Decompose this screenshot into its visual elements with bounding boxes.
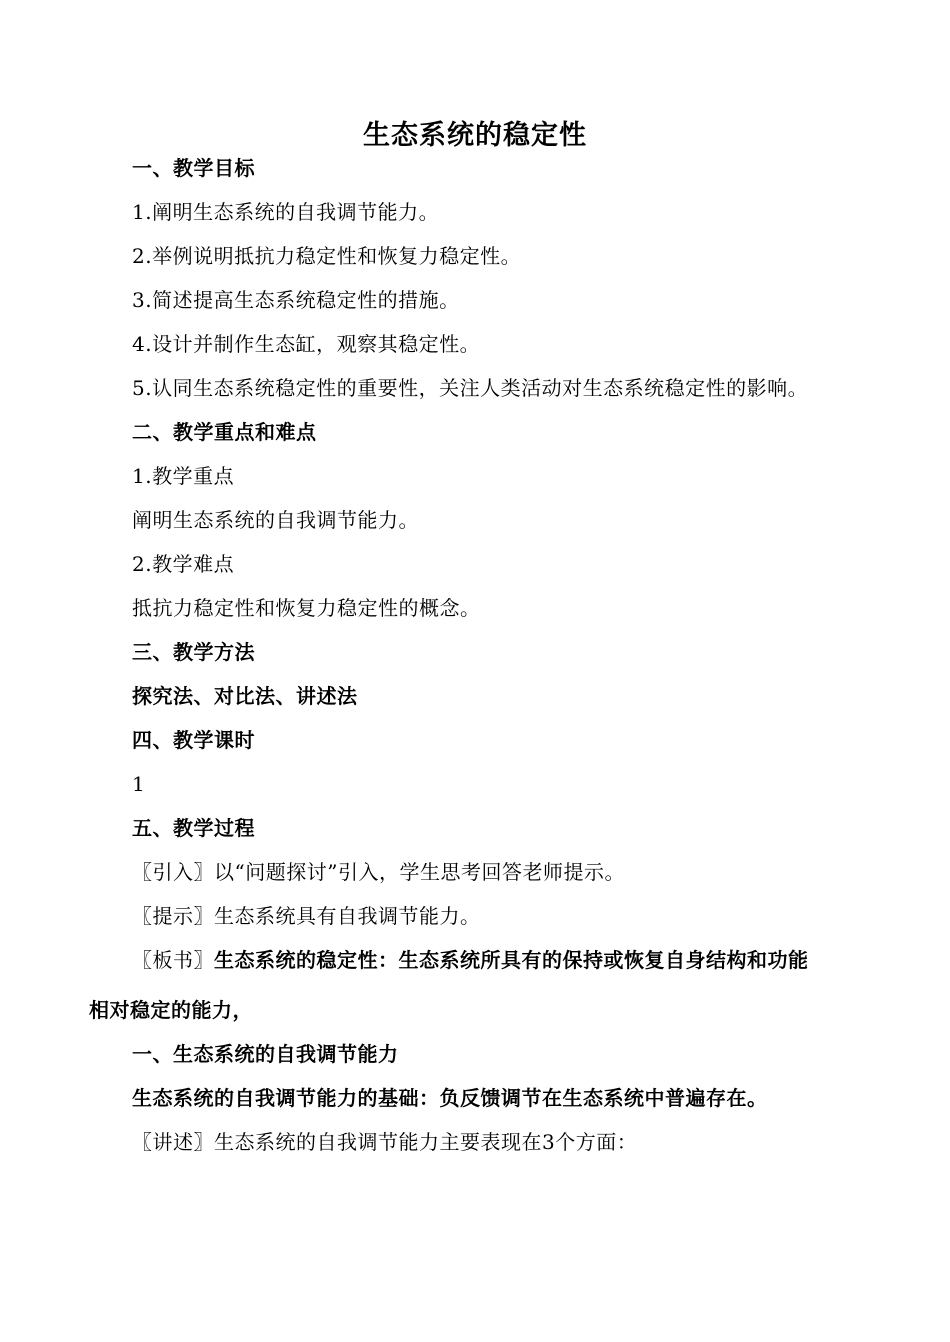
board-text: 生态系统的稳定性：生态系统所具有的保持或恢复自身结构和功能	[214, 948, 809, 972]
objective-item: 4.设计并制作生态缸，观察其稳定性。	[132, 332, 481, 356]
document-title: 生态系统的稳定性	[363, 120, 587, 151]
subsection-heading: 一、生态系统的自我调节能力	[132, 1042, 399, 1066]
subheading-key-point: 1.教学重点	[132, 464, 235, 488]
objective-item: 3.简述提高生态系统稳定性的措施。	[132, 288, 460, 312]
board-paragraph	[132, 945, 809, 975]
objective-item: 2.举例说明抵抗力稳定性和恢复力稳定性。	[132, 244, 522, 268]
class-hours-value: 1	[132, 772, 146, 796]
key-statement: 生态系统的自我调节能力的基础：负反馈调节在生态系统中普遍存在。	[132, 1086, 768, 1110]
paragraph-lecture: 〖讲述〗生态系统的自我调节能力主要表现在3个方面：	[132, 1130, 638, 1154]
board-text-continued: 相对稳定的能力，	[89, 998, 253, 1022]
section-heading-key-points: 二、教学重点和难点	[132, 420, 317, 444]
section-heading-methods: 三、教学方法	[132, 640, 255, 664]
paragraph-intro: 〖引入〗以“问题探讨”引入，学生思考回答老师提示。	[132, 860, 625, 884]
paragraph: 阐明生态系统的自我调节能力。	[132, 508, 419, 532]
objective-item: 1.阐明生态系统的自我调节能力。	[132, 200, 440, 224]
subheading-difficulty: 2.教学难点	[132, 552, 235, 576]
objective-item: 5.认同生态系统稳定性的重要性，关注人类活动对生态系统稳定性的影响。	[132, 376, 809, 400]
section-heading-class-hours: 四、教学课时	[132, 728, 255, 752]
section-heading-objectives: 一、教学目标	[132, 156, 255, 180]
paragraph-hint: 〖提示〗生态系统具有自我调节能力。	[132, 904, 481, 928]
board-tag: 〖板书〗	[132, 948, 214, 972]
methods-text: 探究法、对比法、讲述法	[132, 684, 358, 708]
section-heading-process: 五、教学过程	[132, 816, 255, 840]
paragraph: 抵抗力稳定性和恢复力稳定性的概念。	[132, 596, 481, 620]
